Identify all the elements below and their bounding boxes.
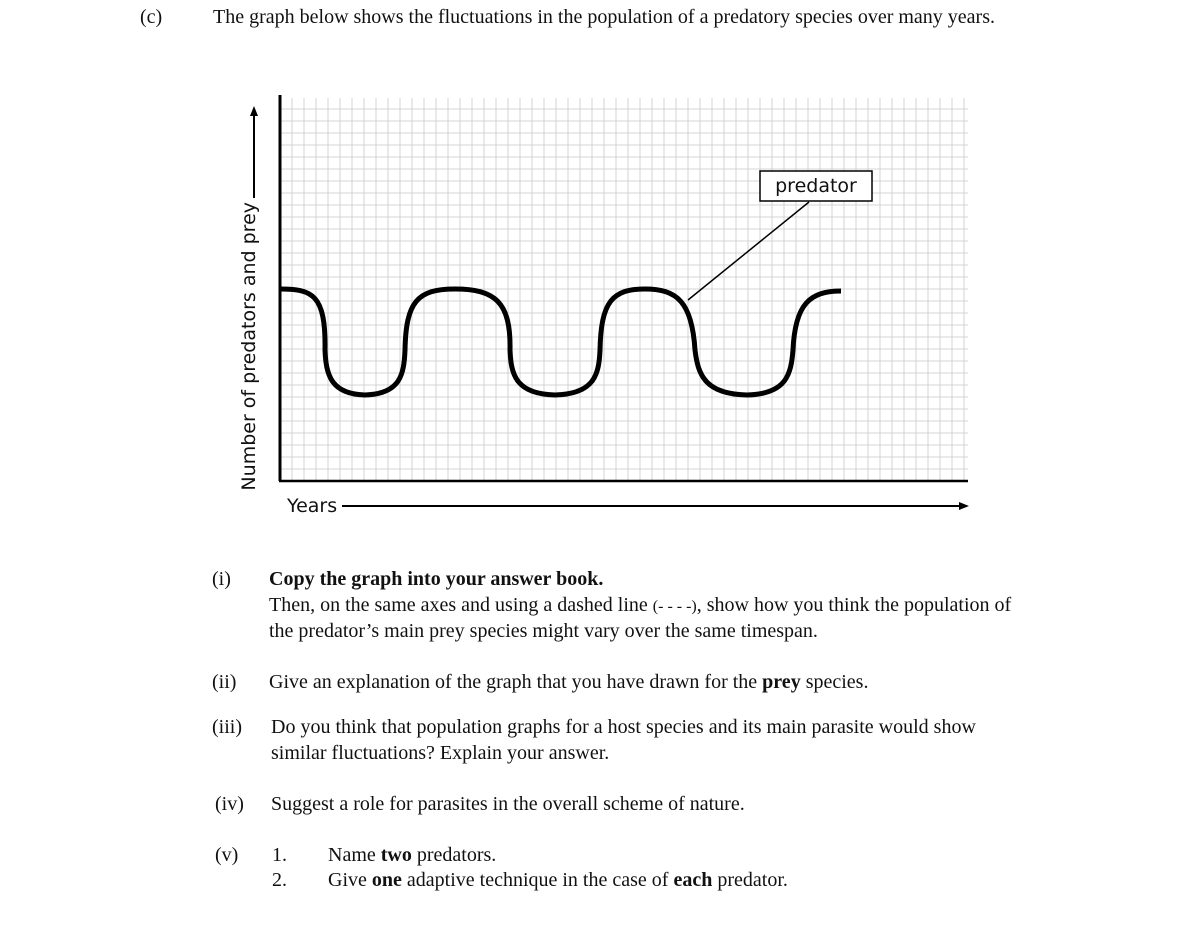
predator-label: predator <box>775 175 857 197</box>
q5-sub2-number: 2. <box>272 869 287 891</box>
q2-number: (ii) <box>212 671 237 693</box>
q4-number: (iv) <box>215 793 244 815</box>
q5-sub1-text <box>328 843 496 868</box>
x-axis-label: Years <box>287 495 338 517</box>
q4-text: Suggest a role for parasites in the overall scheme of nature. <box>271 793 745 815</box>
q5-number: (v) <box>215 844 239 866</box>
q5-sub1-number: 1. <box>272 844 287 866</box>
q1-number: (i) <box>212 568 231 590</box>
q3-line2: similar fluctuations? Explain your answer. <box>271 742 610 764</box>
q1-line1-b: , show how you think the population of <box>696 594 1012 616</box>
q5-sub2-c: predator. <box>712 869 788 891</box>
q5-sub1-bold: two <box>380 844 412 866</box>
q3-line1: Do you think that population graphs for a host species and its main parasite would show <box>271 716 976 738</box>
q5-sub1-b: predators. <box>411 844 497 866</box>
q1-line1-a: Then, on the same axes and using a dashed line <box>269 594 653 616</box>
q1-line1 <box>269 593 1011 619</box>
y-axis-label: Number of predators and prey <box>238 202 260 491</box>
q1-dash-sample: (- - - -) <box>652 598 697 615</box>
q2-text-a: Give an explanation of the graph that you have drawn for the <box>269 671 763 693</box>
q5-sub1-a: Name <box>328 844 381 866</box>
q5-sub2-bold1: one <box>371 869 402 891</box>
q5-sub2-b: adaptive technique in the case of <box>401 869 674 891</box>
q2-text <box>269 670 868 695</box>
q5-sub2-a: Give <box>328 869 372 891</box>
q3-number: (iii) <box>212 716 242 738</box>
section-intro: The graph below shows the fluctuations in the population of a predatory species over many years. <box>213 6 996 28</box>
predator-population-graph <box>205 50 1035 540</box>
q2-text-b: species. <box>800 671 869 693</box>
q2-bold: prey <box>762 671 801 693</box>
q5-sub2-bold2: each <box>673 869 713 891</box>
q1-line2: the predator’s main prey species might vary over the same timespan. <box>269 620 818 642</box>
q1-title: Copy the graph into your answer book. <box>269 568 604 590</box>
section-label: (c) <box>140 6 163 28</box>
q5-sub2-text <box>328 868 788 893</box>
